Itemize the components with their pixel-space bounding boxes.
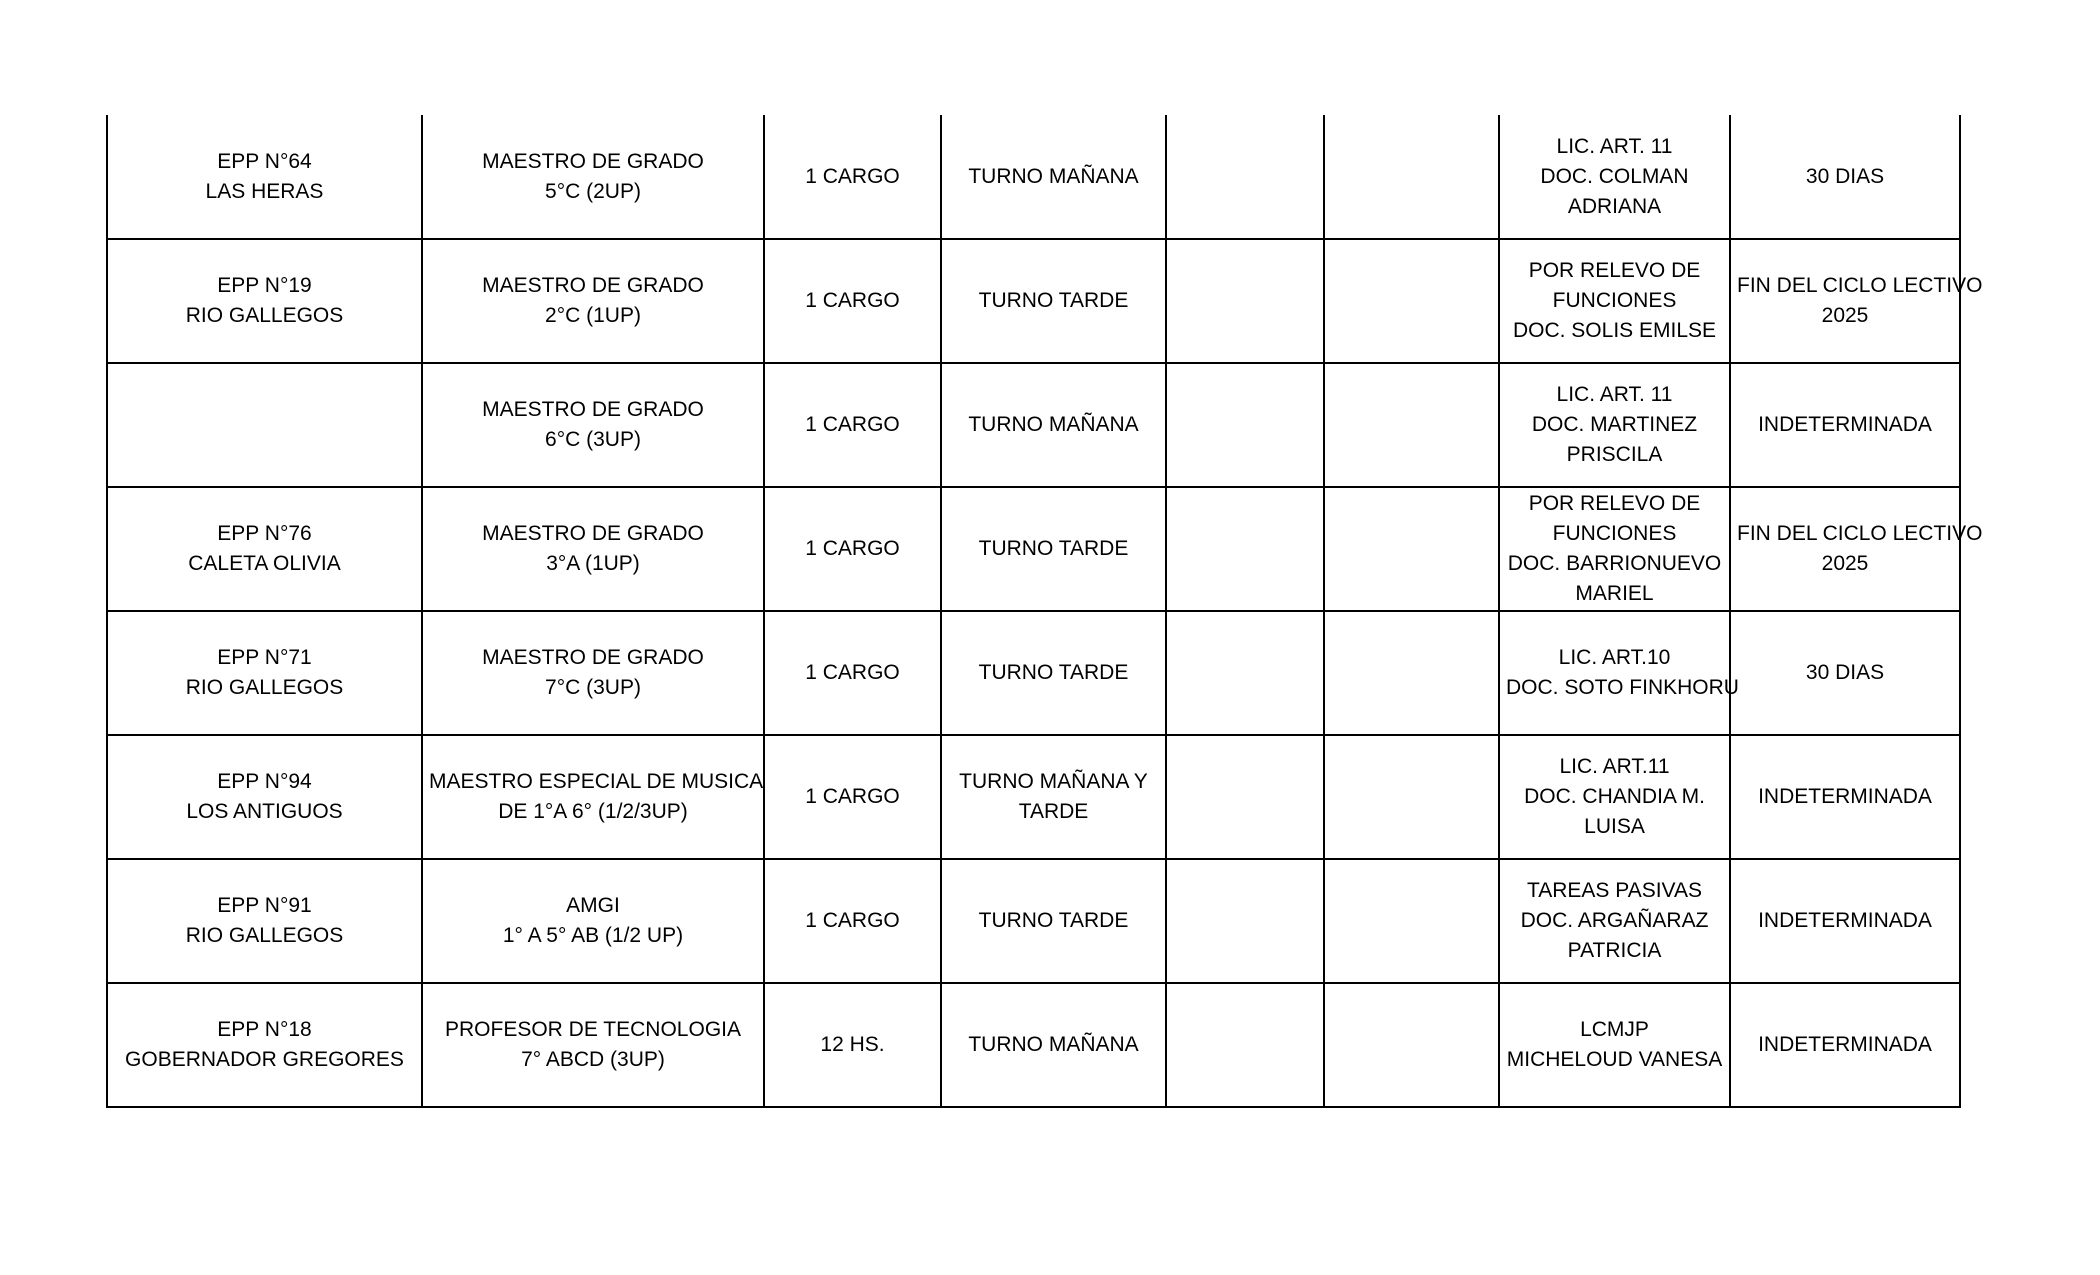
duration-cell [1730,363,1960,487]
quantity-cell [764,239,941,363]
table-body [107,115,1983,1107]
school-cell [107,735,422,859]
table-row [107,239,1960,363]
position-cell-line: 5°C (2UP) [545,179,641,203]
reason-cell-line: DOC. MARTINEZ [1531,413,1698,436]
reason-cell [1499,487,1730,611]
position-cell-line: 3°A (1UP) [546,552,640,575]
reason-cell-line: PATRICIA [1567,939,1662,962]
duration-cell-line: INDETERMINADA [1758,785,1932,808]
shift-cell-line: TURNO TARDE [978,289,1129,312]
empty-cell-5 [1166,735,1324,859]
empty-cell-5 [1166,983,1324,1107]
duration-cell [1730,859,1960,983]
duration-cell [1730,487,1983,611]
quantity-cell-text: 1 CARGO [805,289,900,312]
reason-cell-line: POR RELEVO DE [1528,492,1701,515]
reason-cell [1499,115,1730,239]
table-row [107,487,1960,611]
reason-cell [1499,363,1730,487]
reason-cell-line: LIC. ART.10 [1558,646,1671,669]
position-cell-line: 7° ABCD (3UP) [521,1048,665,1071]
position-cell [422,611,764,735]
shift-cell-line: TURNO TARDE [978,537,1129,560]
school-cell-line: LAS HERAS [205,179,324,203]
empty-cell-5 [1166,487,1324,611]
position-cell-line: MAESTRO DE GRADO [482,646,704,669]
shift-cell-line: TARDE [1018,800,1089,823]
duration-cell-line: 2025 [1821,304,1869,327]
reason-cell [1499,983,1730,1107]
school-cell-line: RIO GALLEGOS [185,304,344,327]
school-cell-line: EPP N°94 [217,770,312,793]
reason-cell-line: FUNCIONES [1552,522,1677,545]
position-cell-line: 7°C (3UP) [545,676,641,699]
duration-cell-line: FIN DEL CICLO LECTIVO [1737,522,1983,545]
duration-cell-line: 30 DIAS [1805,661,1885,684]
reason-cell-line: DOC. SOLIS EMILSE [1512,319,1717,342]
table-row [107,859,1960,983]
reason-cell-line: DOC. COLMAN [1540,164,1689,188]
school-cell-line: RIO GALLEGOS [185,676,344,699]
reason-cell-line: PRISCILA [1566,443,1663,466]
shift-cell-line: TURNO MAÑANA [968,1033,1139,1056]
empty-cell-5 [1166,859,1324,983]
position-cell [422,239,764,363]
quantity-cell [764,115,941,239]
position-cell-line: MAESTRO DE GRADO [482,149,704,173]
school-cell-line: LOS ANTIGUOS [186,800,343,823]
quantity-cell [764,363,941,487]
reason-cell-line: MARIEL [1575,582,1654,605]
position-cell [422,983,764,1107]
school-cell [107,115,422,239]
duration-cell [1730,735,1960,859]
position-cell [422,487,764,611]
shift-cell-line: TURNO MAÑANA [968,413,1139,436]
duration-cell [1730,611,1960,735]
school-cell-line: RIO GALLEGOS [185,924,344,947]
quantity-cell-text: 1 CARGO [805,164,900,188]
position-cell-line: MAESTRO DE GRADO [482,522,704,545]
position-cell-line: 1° A 5° AB (1/2 UP) [502,924,684,947]
position-cell [422,115,764,239]
shift-cell [941,487,1166,611]
empty-cell-6 [1324,115,1499,239]
position-cell [422,363,764,487]
vacancies-table [106,115,1983,1108]
school-cell-line: EPP N°76 [217,522,312,545]
empty-cell-6 [1324,859,1499,983]
duration-cell-line: 2025 [1821,552,1869,575]
position-cell-line: AMGI [566,894,620,917]
school-cell-line: GOBERNADOR GREGORES [125,1048,404,1071]
position-cell-line: 6°C (3UP) [545,428,641,451]
position-cell-line: MAESTRO DE GRADO [482,274,704,297]
school-cell-line: EPP N°19 [217,274,312,297]
reason-cell-line: LCMJP [1580,1018,1649,1041]
table-row [107,735,1960,859]
quantity-cell [764,611,941,735]
school-cell [107,363,422,487]
reason-cell-line: DOC. SOTO FINKHORU [1506,676,1739,699]
school-cell [107,239,422,363]
quantity-cell-text: 1 CARGO [805,909,900,932]
empty-cell-6 [1324,611,1499,735]
reason-cell-line: LUISA [1584,815,1645,838]
school-cell-line: EPP N°18 [217,1018,312,1041]
table-row [107,611,1960,735]
reason-cell-line: TAREAS PASIVAS [1526,879,1703,902]
school-cell [107,983,422,1107]
position-cell-line: 2°C (1UP) [545,304,641,327]
reason-cell-line: ADRIANA [1567,194,1662,218]
shift-cell-line: TURNO TARDE [978,909,1129,932]
school-cell-line: EPP N°71 [217,646,312,669]
duration-cell-line: INDETERMINADA [1758,909,1932,932]
quantity-cell [764,735,941,859]
position-cell-line: DE 1°A 6° (1/2/3UP) [498,800,688,823]
school-cell-line: EPP N°64 [217,149,312,173]
reason-cell-line: DOC. BARRIONUEVO [1507,552,1722,575]
shift-cell [941,363,1166,487]
empty-cell-5 [1166,239,1324,363]
duration-cell-line: FIN DEL CICLO LECTIVO [1737,274,1983,297]
quantity-cell [764,487,941,611]
table-row [107,115,1960,239]
shift-cell-line: TURNO MAÑANA Y [959,770,1148,793]
duration-cell-line: 30 DIAS [1805,164,1885,188]
reason-cell-line: POR RELEVO DE [1528,259,1701,282]
shift-cell [941,115,1166,239]
school-cell [107,859,422,983]
quantity-cell-text: 12 HS. [820,1033,885,1056]
shift-cell-line: TURNO TARDE [978,661,1129,684]
reason-cell-line: LIC. ART. 11 [1556,134,1673,158]
position-cell-line: PROFESOR DE TECNOLOGIA [445,1018,741,1041]
shift-cell-line: TURNO MAÑANA [968,164,1139,188]
school-cell [107,611,422,735]
empty-cell-6 [1324,239,1499,363]
empty-cell-5 [1166,115,1324,239]
reason-cell-line: DOC. CHANDIA M. [1524,785,1705,808]
empty-cell-6 [1324,983,1499,1107]
duration-cell-line: INDETERMINADA [1758,413,1932,436]
shift-cell [941,735,1166,859]
duration-cell [1730,983,1960,1107]
position-cell [422,735,764,859]
reason-cell-line: MICHELOUD VANESA [1506,1048,1723,1071]
reason-cell-line: DOC. ARGAÑARAZ [1520,909,1709,932]
shift-cell [941,983,1166,1107]
reason-cell [1499,735,1730,859]
empty-cell-6 [1324,487,1499,611]
duration-cell-line: INDETERMINADA [1758,1033,1932,1056]
empty-cell-6 [1324,363,1499,487]
school-cell-line: CALETA OLIVIA [188,552,341,575]
reason-cell-line: LIC. ART.11 [1559,755,1670,778]
shift-cell [941,611,1166,735]
position-cell [422,859,764,983]
reason-cell [1499,611,1739,735]
empty-cell-5 [1166,363,1324,487]
quantity-cell-text: 1 CARGO [805,413,900,436]
quantity-cell-text: 1 CARGO [805,661,900,684]
reason-cell-line: LIC. ART. 11 [1556,383,1673,406]
duration-cell [1730,115,1960,239]
duration-cell [1730,239,1983,363]
empty-cell-6 [1324,735,1499,859]
reason-cell [1499,239,1730,363]
shift-cell [941,239,1166,363]
school-cell [107,487,422,611]
position-cell-line: MAESTRO ESPECIAL DE MUSICA [429,770,764,793]
quantity-cell-text: 1 CARGO [805,537,900,560]
reason-cell-line: FUNCIONES [1552,289,1677,312]
quantity-cell-text: 1 CARGO [805,785,900,808]
empty-cell-5 [1166,611,1324,735]
school-cell-line: EPP N°91 [217,894,312,917]
table-row [107,363,1960,487]
quantity-cell [764,983,941,1107]
quantity-cell [764,859,941,983]
position-cell-line: MAESTRO DE GRADO [482,398,704,421]
shift-cell [941,859,1166,983]
reason-cell [1499,859,1730,983]
table-row [107,983,1960,1107]
